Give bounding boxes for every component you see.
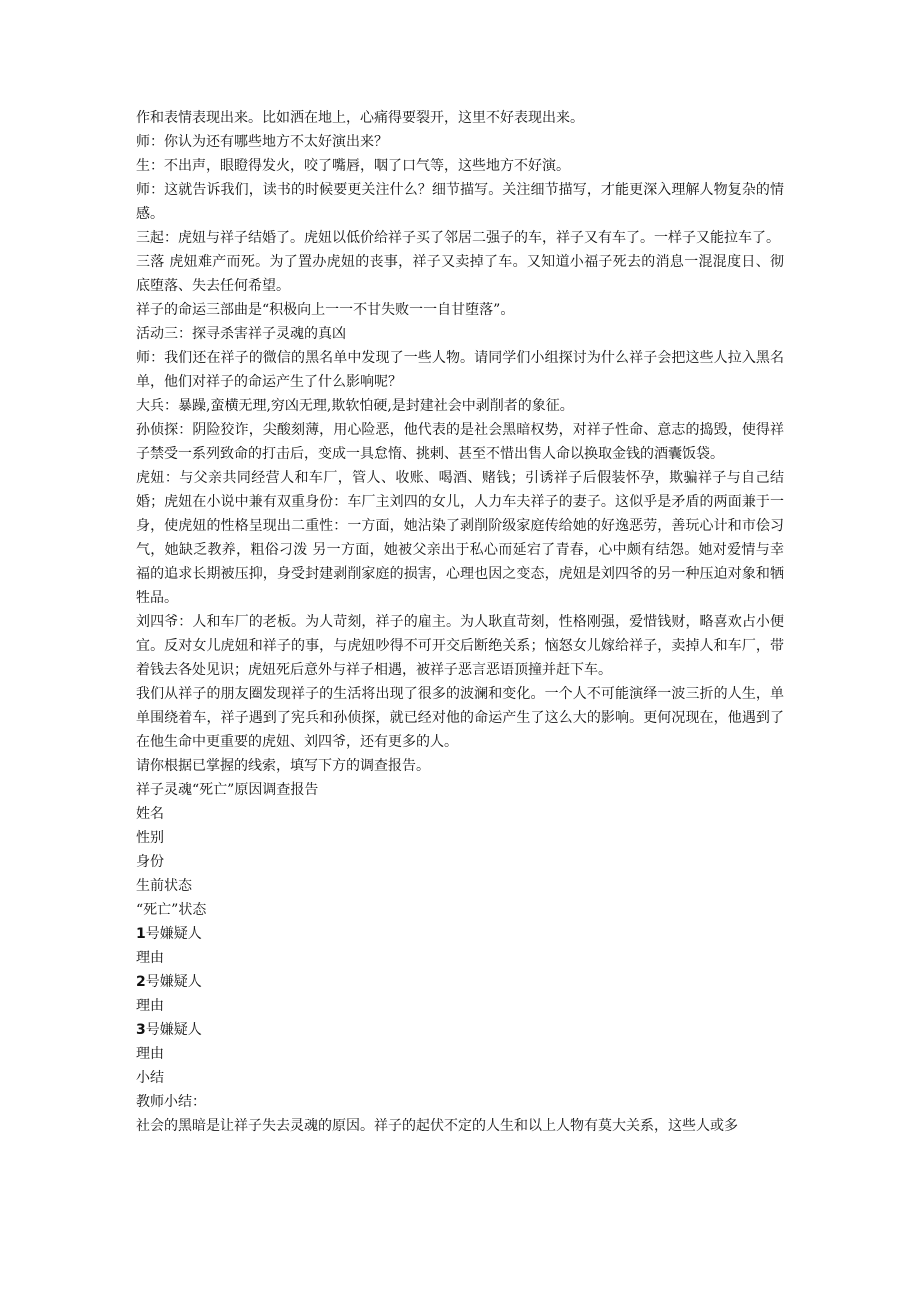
suspect-3-number: 3 xyxy=(136,1022,146,1038)
report-field-suspect-2 xyxy=(136,970,784,994)
paragraph-three-falls: 三落 虎妞难产而死。为了置办虎妞的丧事，祥子又卖掉了车。又知道小福子死去的消息一混混度日、彻底堕落、失去任何希望。 xyxy=(136,254,784,294)
paragraph-huniu: 虎妞：与父亲共同经营人和车厂，管人、收账、喝酒、赌钱；引诱祥子后假装怀孕，欺骗祥子与自己结婚；虎妞在小说中兼有双重身份：车厂主刘四的女儿，人力车夫祥子的妻子。这似乎是矛盾的两面兼于一身，使虎妞的性格呈现出二重性：一方面，她沾染了剥削阶级家庭传给她的好逸恶劳，善玩心计和市侩习气，她缺乏教养，粗俗刁泼 另一方面，她被父亲出于私心而延宕了青春，心中颇有结怨。她对爱情与幸福的追求长期被压抑，身受封建剥削家庭的损害，心理也因之变态，虎妞是刘四爷的另一种压迫对象和牺牲品。 xyxy=(136,470,784,606)
report-field-suspect-1 xyxy=(136,922,784,946)
report-field-reason-3: 理由 xyxy=(136,1046,164,1062)
report-field-death-state: “死亡”状态 xyxy=(136,902,207,918)
paragraph-teacher-detail: 师：这就告诉我们，读书的时候要更关注什么？细节描写。关注细节描写，才能更深入理解人物复杂的情感。 xyxy=(136,182,784,222)
paragraph-soldiers: 大兵：暴躁,蛮横无理,穷凶无理,欺软怕硬,是封建社会中剥削者的象征。 xyxy=(136,398,574,414)
teacher-summary-text: 社会的黑暗是让祥子失去灵魂的原因。祥子的起伏不定的人生和以上人物有莫大关系，这些人或多 xyxy=(136,1118,738,1134)
teacher-summary-heading: 教师小结： xyxy=(136,1094,206,1110)
paragraph-instruction: 请你根据已掌握的线索，填写下方的调查报告。 xyxy=(136,758,430,774)
paragraph-teacher-question: 师：你认为还有哪些地方不太好演出来？ xyxy=(136,134,388,150)
report-field-gender: 性别 xyxy=(136,830,164,846)
report-field-reason-2: 理由 xyxy=(136,998,164,1014)
paragraph-student-answer: 生：不出声，眼瞪得发火，咬了嘴唇，咽了口气等，这些地方不好演。 xyxy=(136,158,570,174)
paragraph-intro: 作和表情表现出来。比如洒在地上，心痛得要裂开，这里不好表现出来。 xyxy=(136,110,584,126)
report-field-reason-1: 理由 xyxy=(136,950,164,966)
suspect-2-label: 号嫌疑人 xyxy=(145,974,202,990)
suspect-1-number: 1 xyxy=(136,926,146,942)
suspect-2-number: 2 xyxy=(136,974,146,990)
paragraph-three-rises: 三起：虎妞与祥子结婚了。虎妞以低价给祥子买了邻居二强子的车，祥子又有车了。一样子又能拉车了。 xyxy=(136,230,780,246)
document-page xyxy=(136,106,784,1138)
paragraph-blacklist: 师：我们还在祥子的微信的黑名单中发现了一些人物。请同学们小组探讨为什么祥子会把这些人拉入黑名单，他们对祥子的命运产生了什么影响呢？ xyxy=(136,350,784,390)
report-field-name: 姓名 xyxy=(136,806,164,822)
paragraph-fate-trilogy: 祥子的命运三部曲是“积极向上一一不甘失败一一自甘堕落”。 xyxy=(136,302,515,318)
report-field-before-death: 生前状态 xyxy=(136,878,192,894)
suspect-3-label: 号嫌疑人 xyxy=(145,1022,202,1038)
report-title: 祥子灵魂“死亡”原因调查报告 xyxy=(136,782,319,798)
paragraph-moments: 我们从祥子的朋友圈发现祥子的生活将出现了很多的波澜和变化。一个人不可能演绎一波三折的人生，单单围绕着车，祥子遇到了宪兵和孙侦探，就已经对他的命运产生了这么大的影响。更何况现在，他遇到了在他生命中更重要的虎妞、刘四爷，还有更多的人。 xyxy=(136,686,784,750)
report-field-identity: 身份 xyxy=(136,854,164,870)
paragraph-liu-siye: 刘四爷：人和车厂的老板。为人苛刻，祥子的雇主。为人耿直苛刻，性格刚强，爱惜钱财，略喜欢占小便宜。反对女儿虎妞和祥子的事，与虎妞吵得不可开交后断绝关系；恼怒女儿嫁给祥子，卖掉人和车厂，带着钱去各处见识；虎妞死后意外与祥子相遇，被祥子恶言恶语顶撞并赶下车。 xyxy=(136,614,784,678)
investigation-report xyxy=(136,802,784,1090)
paragraph-detective-sun: 孙侦探：阴险狡诈，尖酸刻薄，用心险恶，他代表的是社会黑暗权势，对祥子性命、意志的捣毁，使得祥子禁受一系列致命的打击后，变成一具怠惰、挑剌、甚至不惜出售人命以换取金钱的酒囊饭袋。 xyxy=(136,422,784,462)
report-field-summary: 小结 xyxy=(136,1070,164,1086)
activity-three-heading: 活动三：探寻杀害祥子灵魂的真凶 xyxy=(136,326,346,342)
suspect-1-label: 号嫌疑人 xyxy=(145,926,202,942)
report-field-suspect-3 xyxy=(136,1018,784,1042)
